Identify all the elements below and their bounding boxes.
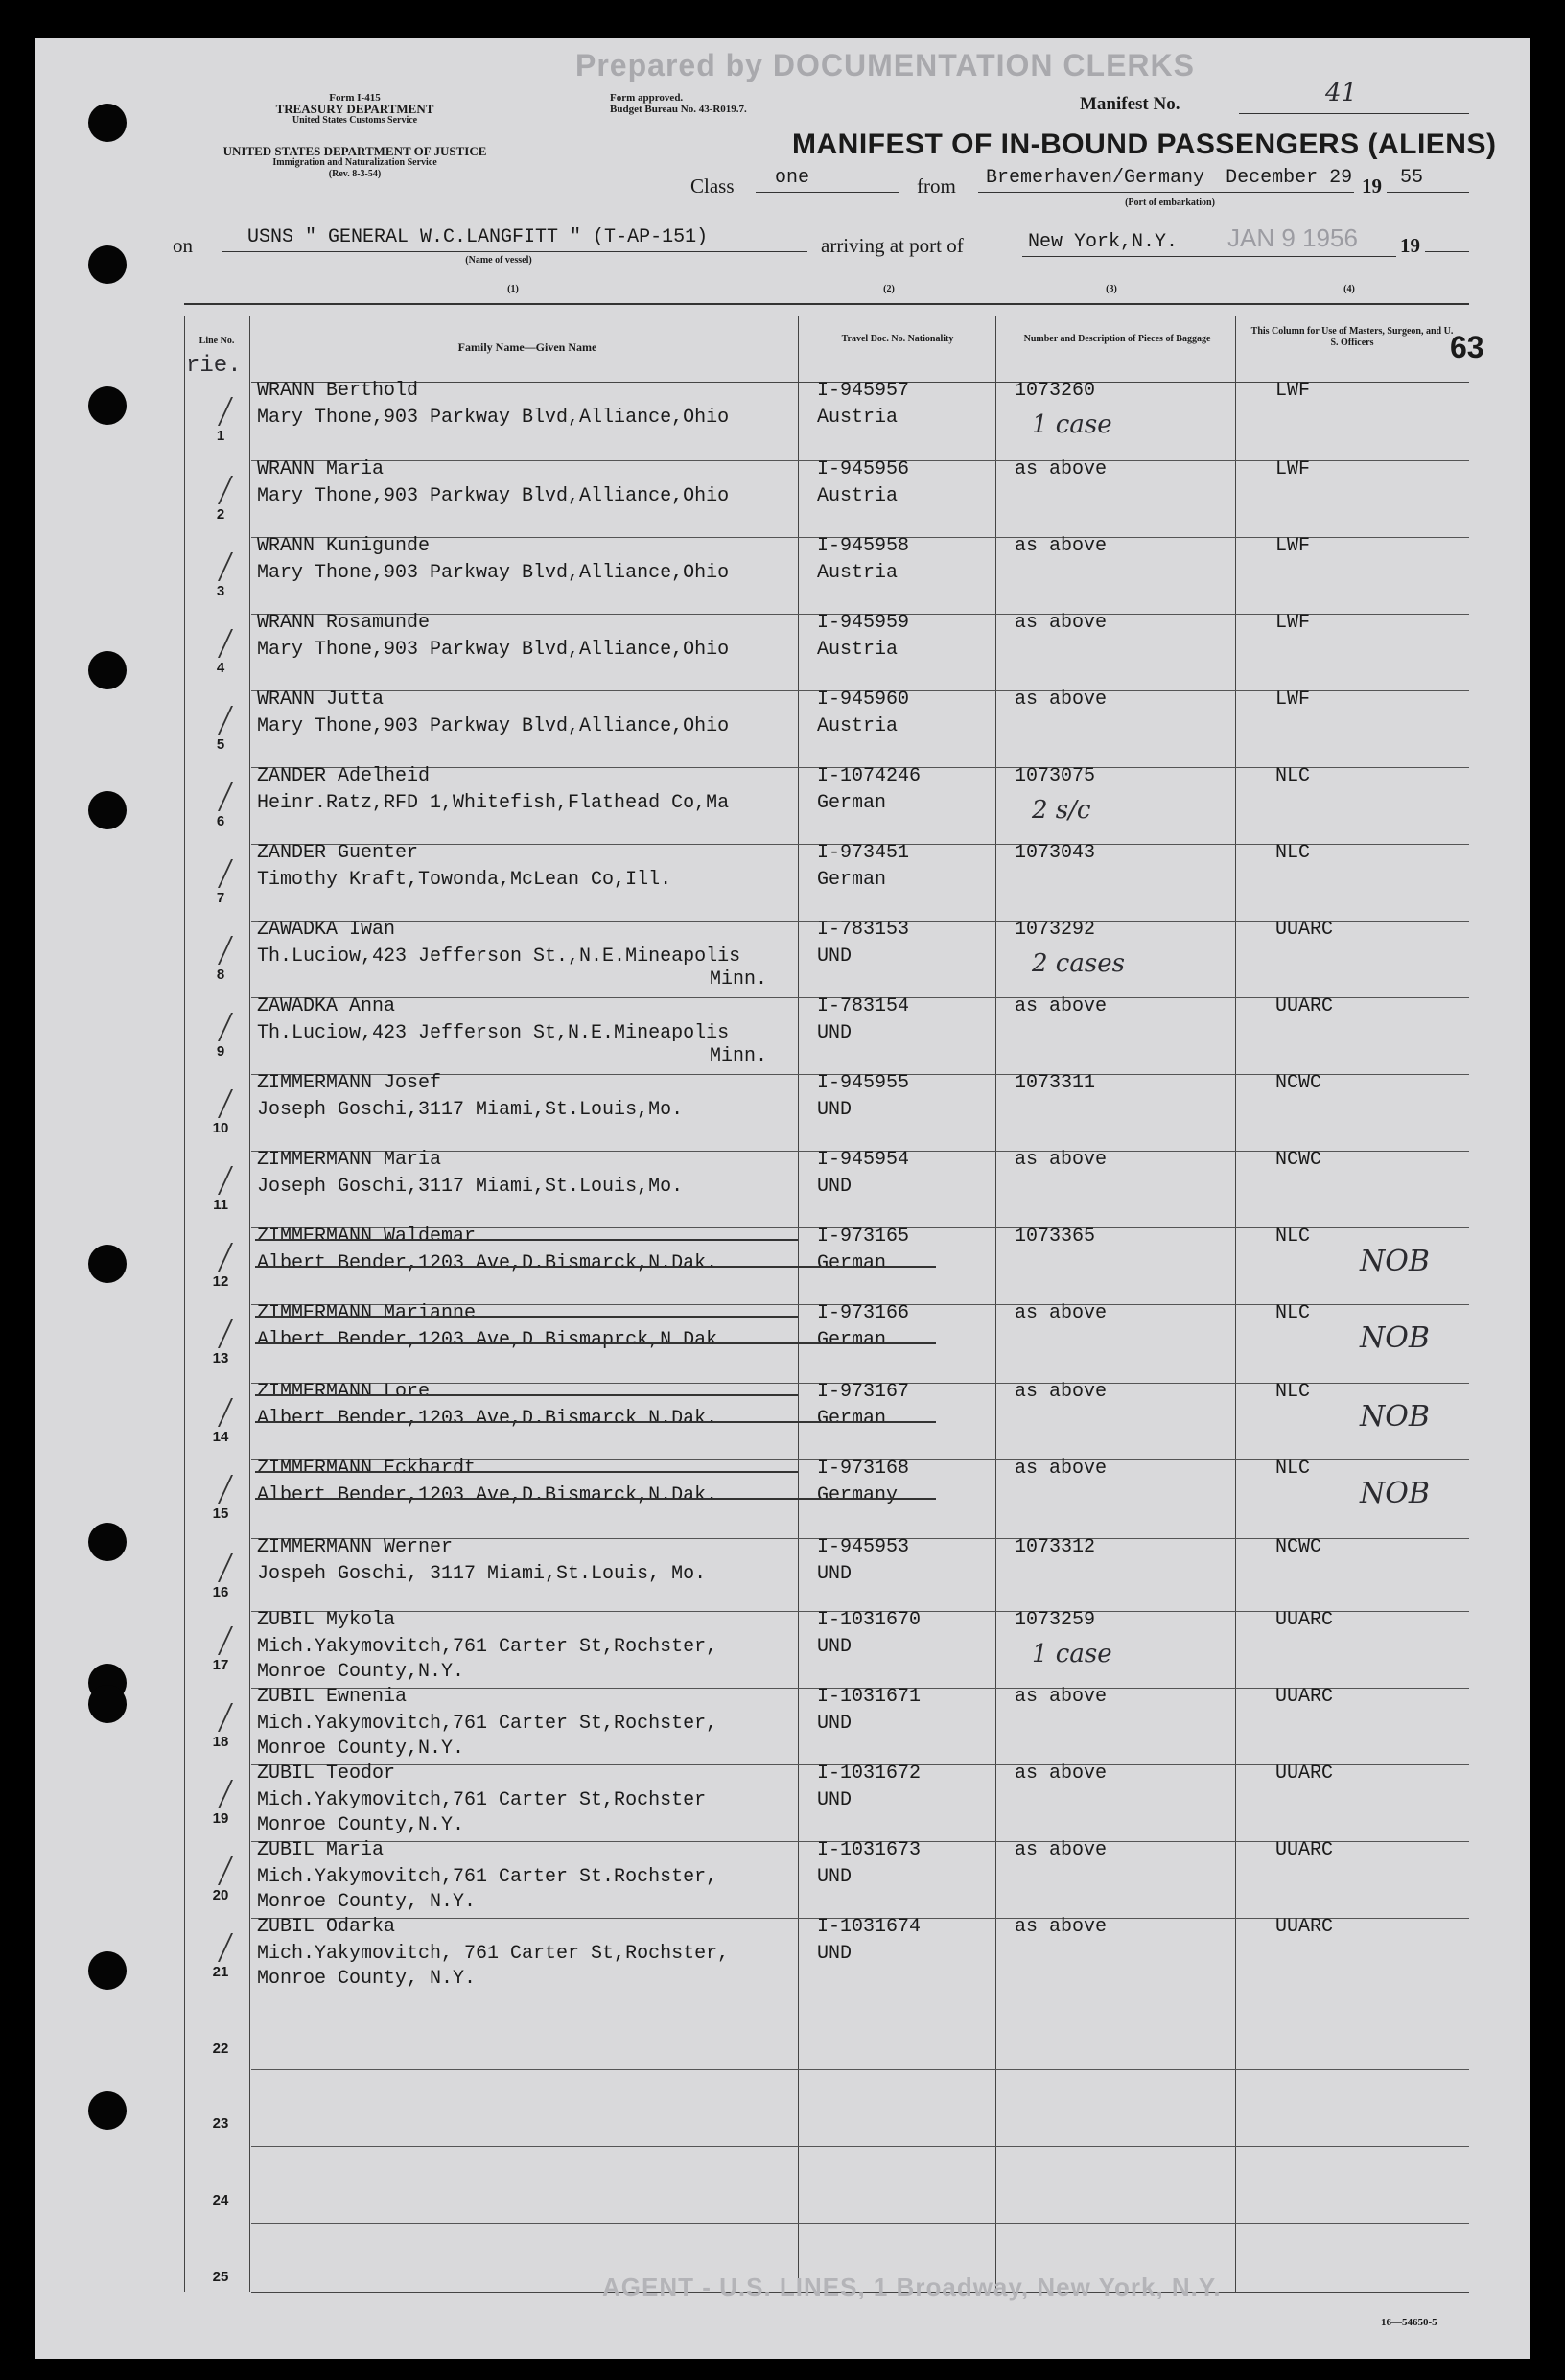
page-number: 63 — [1450, 330, 1484, 364]
line-number: 2 — [216, 506, 225, 523]
nationality: Austria — [817, 639, 899, 661]
sponsor-address-cont: Minn. — [710, 968, 768, 991]
binder-hole — [88, 1523, 127, 1561]
binder-hole — [88, 2091, 127, 2130]
vessel-caption: (Name of vessel) — [465, 255, 532, 266]
line-number: 3 — [216, 583, 225, 599]
passenger-name: ZIMMERMANN Lore — [257, 1381, 431, 1403]
travel-doc-no: I-1031674 — [817, 1916, 922, 1938]
arrival-port-field — [1022, 224, 1396, 257]
passenger-name: ZUBIL Ewnenia — [257, 1686, 408, 1708]
binder-hole — [88, 104, 127, 142]
manifest-no-value: 41 — [1325, 79, 1358, 107]
sponsor-address: Mary Thone,903 Parkway Blvd,Alliance,Ohio — [257, 715, 730, 737]
class-value: one — [775, 167, 810, 189]
nationality: UND — [817, 1866, 853, 1888]
travel-doc-no: I-945959 — [817, 612, 910, 634]
baggage: as above — [1015, 1839, 1108, 1861]
class-label: Class — [690, 175, 735, 198]
line-number: 18 — [212, 1734, 229, 1750]
row-separator — [251, 2146, 1469, 2147]
line-number: 19 — [212, 1810, 229, 1827]
sponsor-address-cont: Monroe County,N.Y. — [257, 1738, 465, 1760]
baggage: 1073292 — [1015, 919, 1096, 941]
line-number: 24 — [212, 2192, 229, 2208]
travel-doc-no: I-973167 — [817, 1381, 910, 1403]
travel-doc-no: I-783154 — [817, 995, 910, 1017]
sponsor-address: Mich.Yakymovitch,761 Carter St,Rochster — [257, 1789, 707, 1811]
officer-code: UUARC — [1275, 1762, 1334, 1785]
port-caption: (Port of embarkation) — [1125, 198, 1215, 208]
manifest-no-label: Manifest No. — [1080, 94, 1180, 114]
travel-doc-no: I-945960 — [817, 688, 910, 711]
line-number: 15 — [212, 1505, 229, 1522]
ins-service: Immigration and Naturalization Service — [272, 157, 437, 168]
customs-service: United States Customs Service — [292, 115, 418, 126]
port-of-embarkation: Bremerhaven/Germany — [986, 167, 1205, 189]
passenger-name: WRANN Rosamunde — [257, 612, 431, 634]
form-number — [182, 92, 527, 127]
justice-dept: UNITED STATES DEPARTMENT OF JUSTICE — [222, 144, 487, 158]
sponsor-address: Albert Bender,1203 Ave,D.Bismaprck,N.Dak. — [257, 1329, 730, 1351]
sponsor-address: Timothy Kraft,Towonda,McLean Co,Ill. — [257, 869, 672, 891]
manifest-no-field — [1239, 79, 1469, 114]
travel-doc-no: I-945957 — [817, 380, 910, 402]
strike-through-name — [255, 1394, 798, 1396]
sponsor-address: Mich.Yakymovitch, 761 Carter St,Rochster, — [257, 1943, 730, 1965]
baggage: as above — [1015, 1762, 1108, 1785]
line-number: 11 — [213, 1197, 228, 1213]
year-prefix: 19 — [1362, 175, 1382, 198]
table-top-rule — [184, 303, 1469, 305]
sponsor-address: Mary Thone,903 Parkway Blvd,Alliance,Ohio — [257, 639, 730, 661]
sponsor-address: Mich.Yakymovitch,761 Carter St,Rochster, — [257, 1636, 718, 1658]
passenger-name: ZIMMERMANN Eckhardt — [257, 1458, 477, 1480]
officer-note: NOB — [1360, 1477, 1430, 1510]
line-number: 23 — [212, 2115, 229, 2132]
line-number: 14 — [212, 1429, 229, 1445]
officer-code: NCWC — [1275, 1072, 1322, 1094]
baggage: 1073075 — [1015, 765, 1096, 787]
class-field — [756, 165, 899, 193]
col-header-travel-doc: Travel Doc. No. Nationality — [841, 334, 954, 344]
sponsor-address: Mary Thone,903 Parkway Blvd,Alliance,Ohio — [257, 485, 730, 507]
nationality: UND — [817, 1636, 853, 1658]
form-code: 16—54650-5 — [1381, 2317, 1437, 2328]
binder-hole — [88, 386, 127, 425]
baggage: as above — [1015, 1381, 1108, 1403]
year-value: 55 — [1400, 167, 1424, 189]
passenger-name: ZAWADKA Iwan — [257, 919, 396, 941]
travel-doc-no: I-973165 — [817, 1225, 910, 1248]
travel-doc-no: I-1031673 — [817, 1839, 922, 1861]
nationality: German — [817, 1329, 887, 1351]
passenger-name: ZAWADKA Anna — [257, 995, 396, 1017]
sponsor-address: Mary Thone,903 Parkway Blvd,Alliance,Ohio — [257, 562, 730, 584]
row-separator — [251, 2223, 1469, 2224]
passenger-name: ZANDER Guenter — [257, 842, 419, 864]
binder-hole — [88, 1245, 127, 1283]
line-number: 20 — [212, 1887, 229, 1903]
col-num-2: (2) — [883, 284, 895, 294]
binder-hole — [88, 1685, 127, 1723]
nationality: UND — [817, 945, 853, 968]
officer-note: NOB — [1360, 1321, 1430, 1355]
line-number: 1 — [216, 428, 225, 444]
passenger-name: ZUBIL Odarka — [257, 1916, 396, 1938]
passenger-name: WRANN Jutta — [257, 688, 385, 711]
strike-through-name — [255, 1239, 798, 1241]
officer-code: LWF — [1275, 535, 1311, 557]
line-number: 22 — [212, 2041, 229, 2057]
sponsor-address: Mary Thone,903 Parkway Blvd,Alliance,Ohio — [257, 407, 730, 429]
sponsor-address: Joseph Goschi,3117 Miami,St.Louis,Mo. — [257, 1176, 684, 1198]
col-header-baggage: Number and Description of Pieces of Baggage — [1023, 334, 1211, 344]
passenger-name: ZUBIL Teodor — [257, 1762, 396, 1785]
nationality: German — [817, 1408, 887, 1430]
nationality: Germany — [817, 1484, 899, 1506]
line-number: 5 — [216, 736, 225, 753]
col-num-3: (3) — [1106, 284, 1117, 294]
officer-note: NOB — [1360, 1400, 1430, 1434]
baggage: as above — [1015, 535, 1108, 557]
manifest-title: MANIFEST OF IN-BOUND PASSENGERS (ALIENS) — [792, 128, 1497, 160]
officer-code: UUARC — [1275, 1916, 1334, 1938]
baggage: 1073311 — [1015, 1072, 1096, 1094]
nationality: Austria — [817, 485, 899, 507]
travel-doc-no: I-973166 — [817, 1302, 910, 1324]
line-number: 6 — [216, 813, 225, 829]
baggage: as above — [1015, 1916, 1108, 1938]
baggage: 1073365 — [1015, 1225, 1096, 1248]
passenger-name: ZIMMERMANN Maria — [257, 1149, 442, 1171]
line-number: 8 — [216, 967, 225, 983]
strike-through-address — [255, 1266, 936, 1268]
vessel-name: USNS " GENERAL W.C.LANGFITT " (T-AP-151) — [247, 226, 709, 248]
strike-through-name — [255, 1316, 798, 1318]
officer-code: NLC — [1275, 1381, 1311, 1403]
baggage: as above — [1015, 458, 1108, 480]
officer-note: NOB — [1360, 1245, 1430, 1278]
row-separator — [251, 2069, 1469, 2070]
arrival-date-stamp: JAN 9 1956 — [1227, 223, 1358, 252]
officer-code: NCWC — [1275, 1536, 1322, 1558]
revision: (Rev. 8-3-54) — [328, 169, 382, 179]
sponsor-address: Albert Bender,1203 Ave,D.Bismarck N.Dak. — [257, 1408, 718, 1430]
nationality: Austria — [817, 562, 899, 584]
sponsor-address: Albert Bender,1203 Ave,D.Bismarck,N.Dak. — [257, 1484, 718, 1506]
on-label: on — [173, 234, 193, 257]
travel-doc-no: I-945955 — [817, 1072, 910, 1094]
sponsor-address-cont: Minn. — [710, 1045, 768, 1067]
sponsor-address: Mich.Yakymovitch,761 Carter St.Rochster, — [257, 1866, 718, 1888]
nationality: Austria — [817, 715, 899, 737]
binder-hole — [88, 245, 127, 284]
travel-doc-no: I-945954 — [817, 1149, 910, 1171]
arrival-year-prefix: 19 — [1400, 234, 1420, 257]
sponsor-address-cont: Monroe County, N.Y. — [257, 1968, 477, 1990]
binder-hole — [88, 651, 127, 689]
nationality: German — [817, 792, 887, 814]
sponsor-address: Jospeh Goschi, 3117 Miami,St.Louis, Mo. — [257, 1563, 707, 1585]
line-number: 21 — [212, 1964, 229, 1980]
arrival-year-field — [1425, 224, 1469, 252]
passenger-name: ZUBIL Maria — [257, 1839, 385, 1861]
officer-code: UUARC — [1275, 919, 1334, 941]
nationality: Austria — [817, 407, 899, 429]
travel-doc-no: I-1074246 — [817, 765, 922, 787]
travel-doc-no: I-1031670 — [817, 1609, 922, 1631]
baggage: as above — [1015, 1302, 1108, 1324]
travel-doc-no: I-945953 — [817, 1536, 910, 1558]
form-approved — [610, 92, 747, 115]
baggage: as above — [1015, 1149, 1108, 1171]
nationality: UND — [817, 1713, 853, 1735]
binder-hole — [88, 1951, 127, 1990]
nationality: UND — [817, 1943, 853, 1965]
officer-code: NCWC — [1275, 1149, 1322, 1171]
col-header-name: Family Name—Given Name — [457, 340, 597, 354]
officer-code: UUARC — [1275, 995, 1334, 1017]
col-num-1: (1) — [507, 284, 519, 294]
agent-stamp: AGENT - U.S. LINES, 1 Broadway, New York, N.Y. — [602, 2273, 1222, 2301]
strike-through-address — [255, 1421, 936, 1423]
officer-code: NLC — [1275, 1302, 1311, 1324]
nationality: German — [817, 869, 887, 891]
line-number: 25 — [212, 2269, 229, 2285]
sponsor-address: Th.Luciow,423 Jefferson St,N.E.Mineapolis — [257, 1022, 730, 1044]
col-divider-name — [249, 316, 250, 2292]
officer-code: LWF — [1275, 688, 1311, 711]
sponsor-address-cont: Monroe County,N.Y. — [257, 1814, 465, 1836]
travel-doc-no: I-1031671 — [817, 1686, 922, 1708]
passenger-name: ZANDER Adelheid — [257, 765, 431, 787]
year-field — [1387, 165, 1469, 193]
officer-code: LWF — [1275, 380, 1311, 402]
from-label: from — [917, 175, 956, 198]
justice-block — [163, 146, 547, 180]
line-number: 7 — [216, 890, 225, 906]
line-number: 17 — [212, 1657, 229, 1673]
form-no: Form I-415 — [329, 92, 381, 104]
passenger-name: WRANN Maria — [257, 458, 385, 480]
sponsor-address: Albert Bender,1203 Ave,D.Bismarck,N.Dak. — [257, 1252, 718, 1274]
baggage: as above — [1015, 688, 1108, 711]
sponsor-address-cont: Monroe County, N.Y. — [257, 1891, 477, 1913]
officer-code: NLC — [1275, 842, 1311, 864]
baggage: 1073043 — [1015, 842, 1096, 864]
treasury-dept: TREASURY DEPARTMENT — [275, 102, 434, 116]
sponsor-address: Joseph Goschi,3117 Miami,St.Louis,Mo. — [257, 1099, 684, 1121]
travel-doc-no: I-973168 — [817, 1458, 910, 1480]
baggage: 1073312 — [1015, 1536, 1096, 1558]
sponsor-address: Mich.Yakymovitch,761 Carter St,Rochster, — [257, 1713, 718, 1735]
baggage-handwritten: 2 cases — [1032, 949, 1125, 978]
baggage: as above — [1015, 1686, 1108, 1708]
nationality: UND — [817, 1789, 853, 1811]
arriving-label: arriving at port of — [821, 234, 964, 257]
sponsor-address-cont: Monroe County,N.Y. — [257, 1661, 465, 1683]
passenger-name: ZUBIL Mykola — [257, 1609, 396, 1631]
travel-doc-no: I-973451 — [817, 842, 910, 864]
baggage: 1073259 — [1015, 1609, 1096, 1631]
baggage: 1073260 — [1015, 380, 1096, 402]
nationality: UND — [817, 1563, 853, 1585]
passenger-name: WRANN Berthold — [257, 380, 419, 402]
documentation-clerks-stamp: Prepared by DOCUMENTATION CLERKS — [575, 48, 1195, 82]
strike-through-address — [255, 1342, 936, 1344]
arrival-port: New York,N.Y. — [1028, 231, 1179, 253]
strike-through-name — [255, 1471, 798, 1473]
nationality: UND — [817, 1099, 853, 1121]
port-field — [978, 165, 1354, 193]
officer-code: LWF — [1275, 458, 1311, 480]
line-number: 12 — [212, 1273, 229, 1290]
passenger-name: ZIMMERMANN Werner — [257, 1536, 454, 1558]
baggage-handwritten: 1 case — [1032, 410, 1112, 439]
passenger-name: ZIMMERMANN Waldemar — [257, 1225, 477, 1248]
col-divider-line — [184, 316, 185, 2292]
col-num-4: (4) — [1343, 284, 1355, 294]
officer-code: NLC — [1275, 1458, 1311, 1480]
officer-code: NLC — [1275, 1225, 1311, 1248]
binder-hole — [88, 791, 127, 829]
form-approved-text: Form approved. — [610, 92, 684, 104]
sponsor-address: Heinr.Ratz,RFD 1,Whitefish,Flathead Co,Ma — [257, 792, 730, 814]
line-number: 13 — [212, 1350, 229, 1366]
baggage: as above — [1015, 612, 1108, 634]
baggage-handwritten: 2 s/c — [1032, 796, 1091, 825]
col-header-line-no: Line No. — [199, 336, 235, 346]
line-number: 9 — [216, 1043, 225, 1060]
passenger-name: ZIMMERMANN Marianne — [257, 1302, 477, 1324]
vessel-field — [222, 224, 807, 252]
travel-doc-no: I-945956 — [817, 458, 910, 480]
officer-code: UUARC — [1275, 1609, 1334, 1631]
col-header-line-handwritten: rie. — [186, 353, 242, 379]
col-header-officers: This Column for Use of Masters, Surgeon, and U. S. Officers — [1250, 326, 1454, 348]
officer-code: LWF — [1275, 612, 1311, 634]
sponsor-address: Th.Luciow,423 Jefferson St.,N.E.Mineapolis — [257, 945, 741, 968]
passenger-name: ZIMMERMANN Josef — [257, 1072, 442, 1094]
travel-doc-no: I-945958 — [817, 535, 910, 557]
baggage-handwritten: 1 case — [1032, 1640, 1112, 1668]
strike-through-address — [255, 1498, 936, 1500]
embark-date: December 29 — [1226, 167, 1353, 189]
baggage: as above — [1015, 1458, 1108, 1480]
nationality: German — [817, 1252, 887, 1274]
baggage: as above — [1015, 995, 1108, 1017]
budget-bureau: Budget Bureau No. 43-R019.7. — [610, 104, 747, 115]
nationality: UND — [817, 1176, 853, 1198]
line-number: 16 — [212, 1584, 229, 1600]
passenger-name: WRANN Kunigunde — [257, 535, 431, 557]
officer-code: NLC — [1275, 765, 1311, 787]
officer-code: UUARC — [1275, 1839, 1334, 1861]
travel-doc-no: I-1031672 — [817, 1762, 922, 1785]
nationality: UND — [817, 1022, 853, 1044]
line-number: 10 — [212, 1120, 229, 1136]
line-number: 4 — [216, 660, 225, 676]
travel-doc-no: I-783153 — [817, 919, 910, 941]
officer-code: UUARC — [1275, 1686, 1334, 1708]
